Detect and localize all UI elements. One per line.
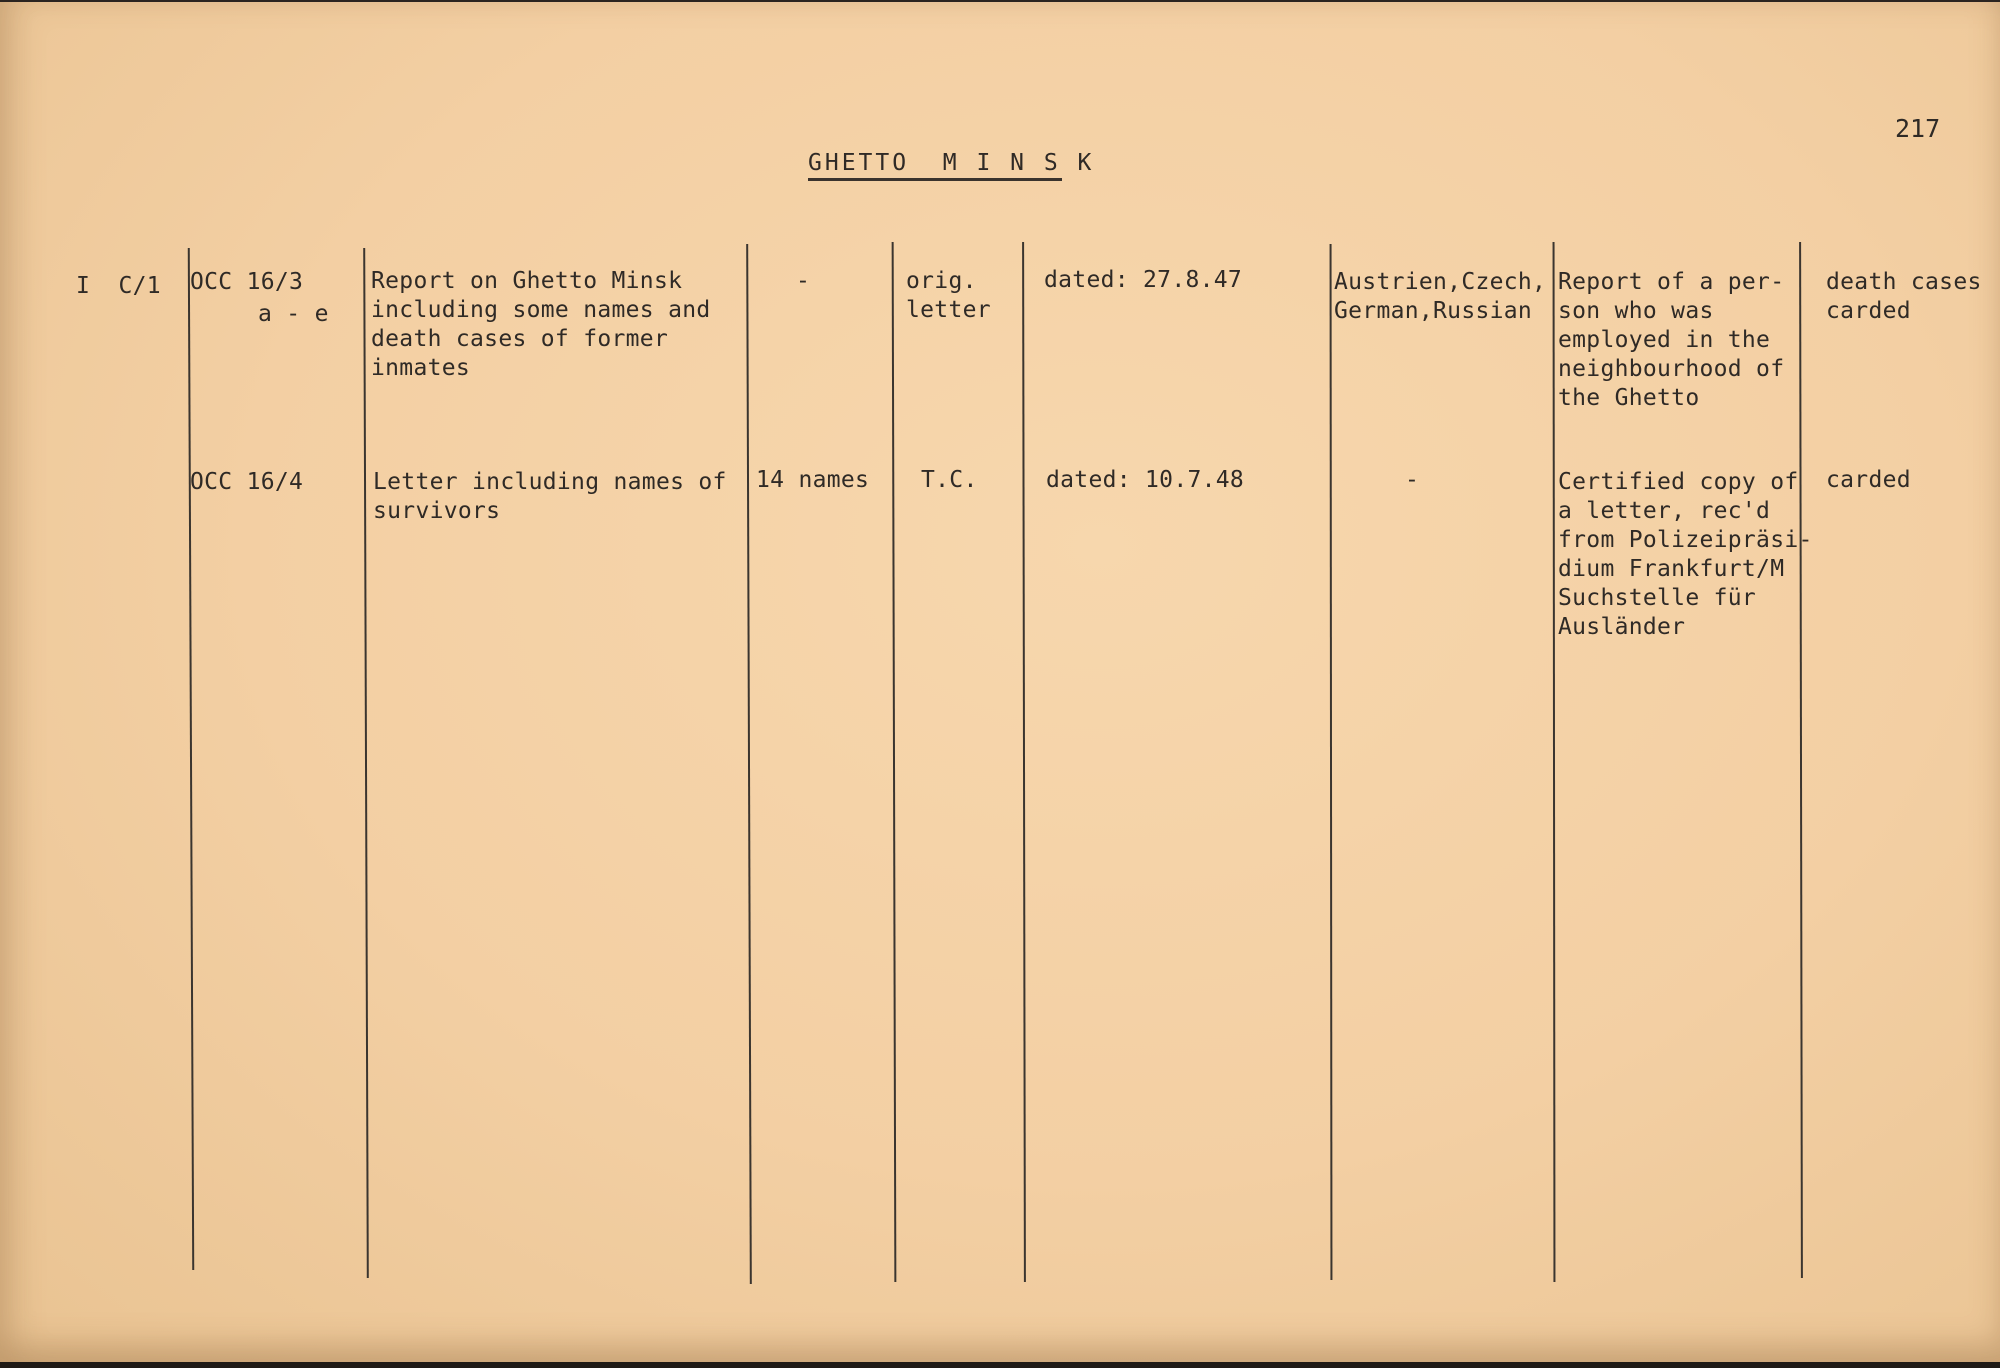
row-doc-type: orig. letter: [906, 268, 991, 323]
row-nationality: Austrien,Czech, German,Russian: [1334, 269, 1547, 324]
column-rule: [892, 242, 897, 1282]
row-nationality: -: [1405, 467, 1420, 493]
binding-edge: [0, 1362, 2000, 1368]
row-reference-sub: a - e: [258, 301, 329, 327]
column-rule: [1553, 242, 1556, 1282]
row-date: dated: 27.8.47: [1044, 267, 1243, 293]
row-reference: OCC 16/4: [190, 469, 304, 495]
row-description: Letter including names of survivors: [373, 469, 727, 524]
row-source: Report of a per- son who was employed in the neighbourhood of the Ghetto: [1558, 269, 1785, 411]
document-title: GHETTO M I N S K: [808, 150, 1095, 176]
row-remarks: carded: [1826, 467, 1911, 493]
title-underline: [808, 178, 1062, 181]
column-rule: [188, 248, 194, 1270]
row-reference: OCC 16/3: [190, 269, 304, 295]
column-rule: [363, 248, 369, 1278]
row-description: Report on Ghetto Minsk including some names and death cases of former inmates: [371, 268, 711, 381]
document-page: [0, 2, 2000, 1362]
column-rule: [1022, 242, 1026, 1282]
page-number: 217: [1895, 114, 1941, 143]
row-source: Certified copy of a letter, rec'd from Polizeipräsi- dium Frankfurt/M Suchstelle für Ausländer: [1558, 469, 1813, 640]
column-rule: [746, 244, 752, 1284]
row-remarks: death cases carded: [1826, 269, 1982, 324]
column-rule: [1799, 242, 1803, 1278]
column-rule: [1330, 244, 1333, 1280]
row-doc-type: T.C.: [921, 467, 978, 493]
row-group: I C/1: [76, 273, 161, 299]
row-date: dated: 10.7.48: [1046, 467, 1245, 493]
row-names: -: [796, 268, 811, 294]
row-names: 14 names: [756, 467, 870, 493]
